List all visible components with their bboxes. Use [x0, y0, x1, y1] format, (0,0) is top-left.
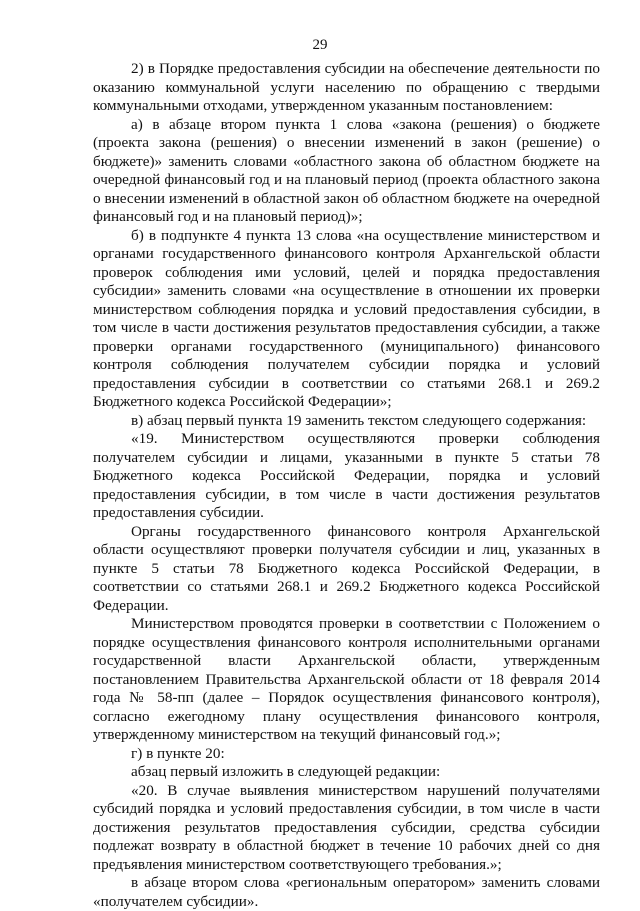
paragraph-19-ministry-checks: Министерством проводятся проверки в соответствии с Положением о порядке осуществления финансового контроля исполнительными органами государственной власти Архангельской области, утвержденным постановлением Правительства Архангельской области от 18 февраля 2014 года № 58-пп (далее – Порядок осуществления финансового контроля), согласно ежегодному плану осуществления финансового контроля, утвержденному министерством на текущий финансовый год.»;: [93, 615, 600, 743]
paragraph-19-state-control: Органы государственного финансового контроля Архангельской области осуществляют проверки получателя субсидии и лиц, указанных в пункте 5 статьи 78 Бюджетного кодекса Российской Федерации, в соответствии со статьями 268.1 и 269.2 Бюджетного кодекса Российской Федерации.: [93, 522, 600, 614]
paragraph-g-first: абзац первый изложить в следующей редакции:: [131, 763, 441, 780]
paragraph-a: а) в абзаце втором пункта 1 слова «закона (решения) о бюджете (проекта закона (решения) о внесении изменений в закон (решение) о бюджете)» заменить словами «областного закона об областном бюджете на очередной финансовый год и на плановый период (проекта областного закона о внесении изменений в областной закон об областном бюджете на очередной финансовый год и на плановый период)»;: [93, 115, 600, 225]
paragraph-g: г) в пункте 20:: [131, 744, 225, 762]
paragraph-b: б) в подпункте 4 пункта 13 слова «на осуществление министерством и органами государственного финансового контроля Архангельской области проверок соблюдения ими условий, целей и порядка предоставления субсидии» заменить словами «на осуществление в отношении их проверки министерством соблюдения порядка и условий предоставления субсидии, в том числе в части достижения результатов предоставления субсидии, а также проверки органами государственного (муниципального) финансового контроля соблюдения получателем субсидии порядка и условий предоставления субсидии в соответствии со статьями 268.1 и 269.2 Бюджетного кодекса Российской Федерации»;: [93, 226, 600, 410]
paragraph-g-second: в абзаце втором слова «региональным оператором» заменить словами «получателем субсидии».: [93, 874, 600, 910]
paragraph-20-text: «20. В случае выявления министерством нарушений получателями субсидий порядка и условий предоставления субсидии, в том числе в части достижения результатов предоставления субсидии, средства субсидии подлежат возврату в областной бюджет в течение 10 рабочих дней со дня предъявления министерством соответствующего требования.»;: [93, 781, 600, 873]
document-body: [93, 60, 600, 911]
paragraph-19-text: «19. Министерством осуществляются проверки соблюдения получателем субсидии и лицами, указанными в пункте 5 статьи 78 Бюджетного кодекса Российской Федерации, порядка и условий предоставления субсидии, в том числе в части достижения результатов предоставления субсидии.: [93, 430, 600, 521]
page-number: 29: [312, 37, 328, 53]
paragraph-2-intro: 2) в Порядке предоставления субсидии на обеспечение деятельности по оказанию коммунальной услуги населению по обращению с твердыми коммунальными отходами, утвержденном указанным постановлением:: [93, 60, 600, 114]
paragraph-v: в) абзац первый пункта 19 заменить текстом следующего содержания:: [131, 411, 587, 429]
